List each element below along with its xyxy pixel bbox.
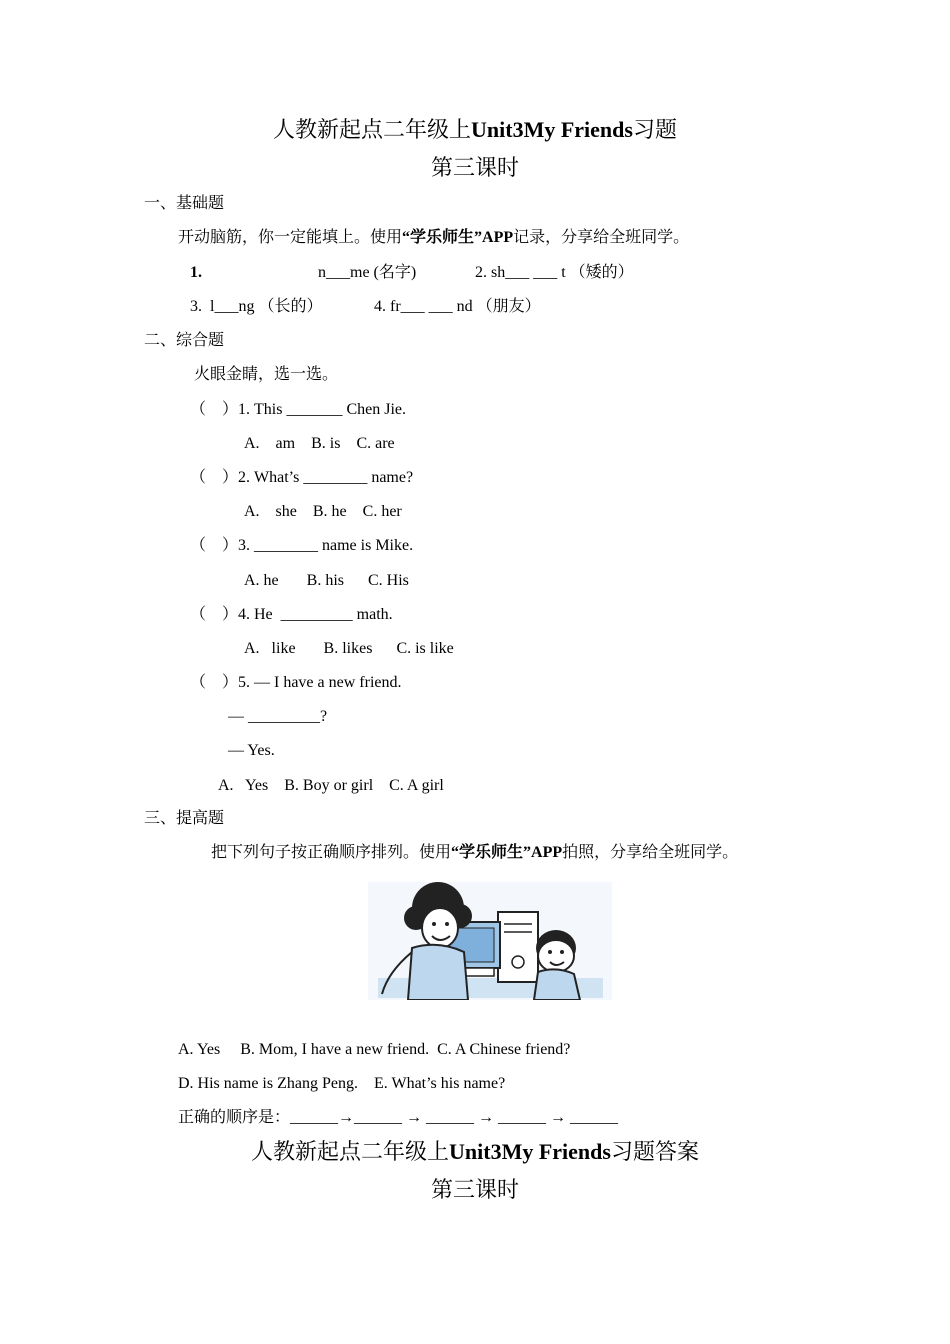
q1-number: 1. (190, 264, 202, 281)
answer-title: 人教新起点二年级上Unit3My Friends习题答案 (251, 1139, 699, 1164)
mc-options-5: A. Yes B. Boy or girl C. A girl (218, 777, 444, 794)
page-title: 人教新起点二年级上Unit3My Friends习题 (273, 117, 677, 142)
mc-question-4: （ ）4. He _________ math. (190, 606, 393, 623)
fill-item-4: 4. fr___ ___ nd （朋友） (374, 298, 541, 315)
section2-instruction: 火眼金睛，选一选。 (194, 366, 339, 383)
mc-options-3: A. he B. his C. His (244, 572, 409, 589)
mc-options-4: A. like B. likes C. is like (244, 640, 454, 657)
fill-item-1: n___me (名字) (318, 264, 417, 281)
sentence-options-1: A. Yes B. Mom, I have a new friend. C. A Chinese friend? (178, 1041, 571, 1058)
mc-question-3: （ ）3. ________ name is Mike. (190, 537, 414, 554)
mc-options-2: A. she B. he C. her (244, 503, 402, 520)
answer-lesson-title: 第三课时 (430, 1177, 519, 1202)
section3-instruction: 把下列句子按正确顺序排列。使用“学乐师生”APP拍照，分享给全班同学。 (211, 844, 739, 861)
mc-question-5-line2: — _________? (228, 708, 328, 725)
order-answer-line: 正确的顺序是：______→______ → ______ → ______ → ______ (178, 1109, 619, 1126)
mc-options-1: A. am B. is C. are (244, 435, 395, 452)
fill-item-2: 2. sh___ ___ t （矮的） (475, 264, 634, 281)
mother-son-computer-illustration (368, 882, 612, 1000)
sentence-options-2: D. His name is Zhang Peng. E. What’s his name? (178, 1075, 506, 1092)
mc-question-5: （ ）5. — I have a new friend. (190, 674, 402, 691)
section1-heading: 一、基础题 (144, 195, 225, 212)
fill-item-3: 3. l___ng （长的） (190, 298, 323, 315)
section1-instruction: 开动脑筋，你一定能填上。使用“学乐师生”APP记录，分享给全班同学。 (178, 229, 690, 246)
section3-heading: 三、提高题 (144, 810, 225, 827)
mc-question-1: （ ）1. This _______ Chen Jie. (190, 401, 406, 418)
mc-question-2: （ ）2. What’s ________ name? (190, 469, 414, 486)
section2-heading: 二、综合题 (144, 332, 225, 349)
lesson-title: 第三课时 (430, 155, 519, 180)
mc-question-5-line3: — Yes. (228, 742, 275, 759)
